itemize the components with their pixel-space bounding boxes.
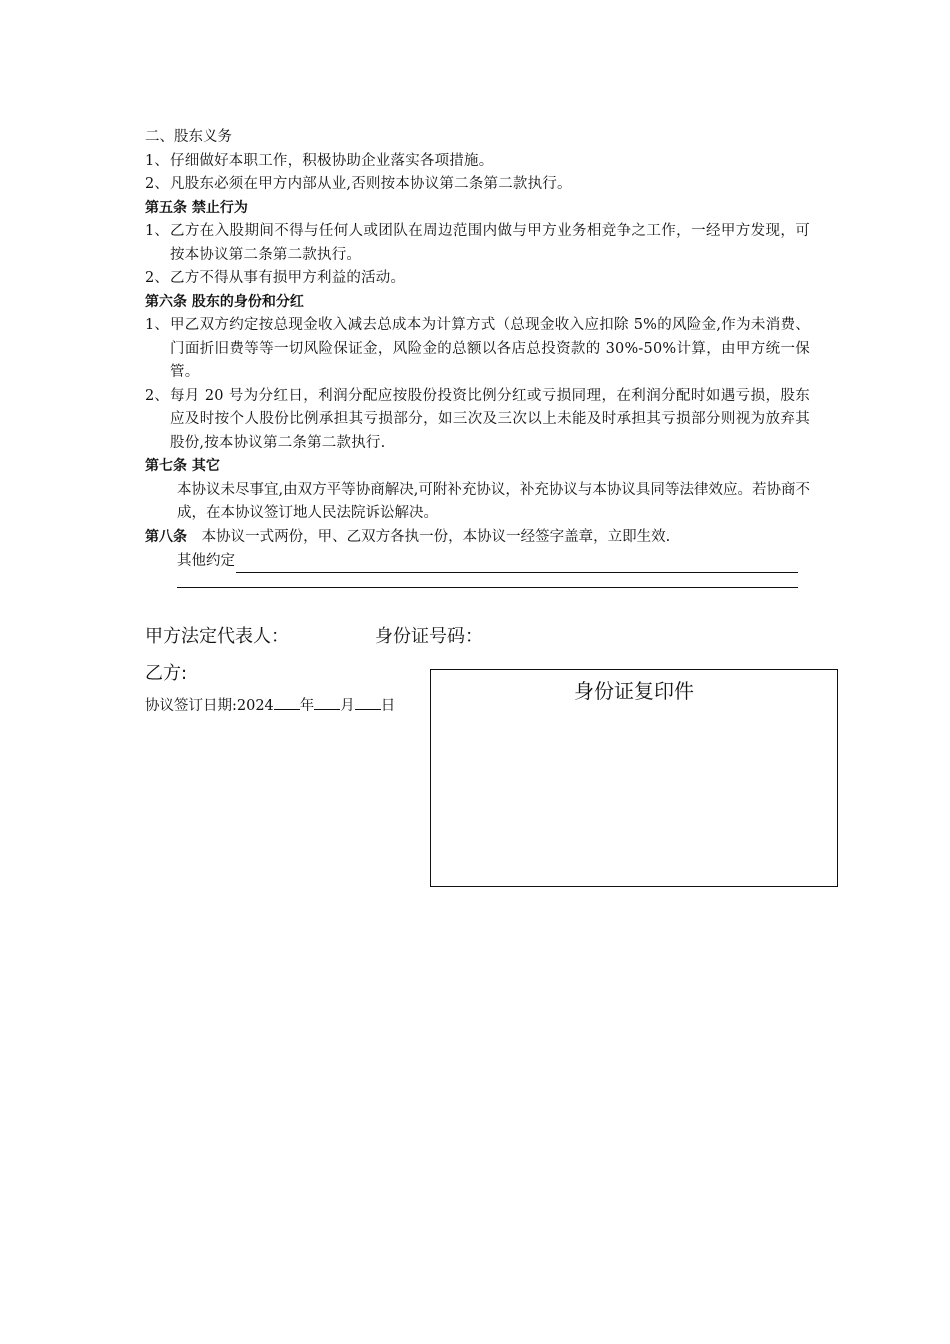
article8-text: 本协议一式两份，甲、乙双方各执一份，本协议一经签字盖章，立即生效. (201, 528, 671, 545)
item-number: 1、 (145, 317, 170, 333)
item-text: 乙方不得从事有损甲方利益的活动。 (170, 270, 406, 286)
section-two-item-2 (145, 173, 810, 197)
article8-heading: 第八条 (145, 528, 187, 545)
item-text: 甲乙双方约定按总现金收入减去总成本为计算方式（总现金收入应扣除 5%的风险金,作为未消费、门面折旧费等等一切风险保证金，风险金的总额以各店总投资款的 30%-50%计算，由甲方统一保管。 (170, 317, 810, 380)
day-blank[interactable] (355, 696, 381, 710)
article6-item-2 (145, 385, 810, 456)
id-copy-box (430, 669, 838, 887)
year-blank[interactable] (274, 696, 300, 710)
item-text: 每月 20 号为分红日，利润分配应按股份投资比例分红或亏损同理，在利润分配时如遇亏损，股东应及时按个人股份比例承担其亏损部分，如三次及三次以上未能及时承担其亏损部分则视为放弃其股份,按本协议第二条第二款执行. (170, 387, 810, 451)
id-number-label: 身份证号码： (375, 626, 483, 647)
item-text: 凡股东必须在甲方内部从业,否则按本协议第二条第二款执行。 (170, 176, 572, 192)
agreement-body (145, 126, 810, 588)
id-copy-box-title: 身份证复印件 (574, 679, 694, 703)
party-b-label: 乙方: (145, 663, 188, 684)
item-text: 乙方在入股期间不得与任何人或团队在周边范围内做与甲方业务相竞争之工作，一经甲方发现，可按本协议第二条第二款执行。 (170, 223, 810, 263)
month-blank[interactable] (314, 696, 340, 710)
other-agreement-row (145, 549, 810, 573)
article5-item-2 (145, 267, 810, 291)
article5-item-1 (145, 220, 810, 267)
signing-date-prefix: 协议签订日期:2024 (145, 698, 274, 714)
year-label: 年 (299, 698, 315, 714)
item-number: 2、 (145, 176, 170, 192)
item-number: 2、 (145, 270, 170, 286)
section-two-title: 二、股东义务 (145, 129, 232, 145)
article7-text: 本协议未尽事宜,由双方平等协商解决,可附补充协议，补充协议与本协议具同等法律效应。若协商不成，在本协议签订地人民法院诉讼解决。 (177, 481, 810, 521)
month-label: 月 (340, 698, 355, 714)
other-agreement-fill-line[interactable] (236, 557, 798, 573)
item-number: 2、 (145, 387, 170, 404)
day-label: 日 (380, 698, 396, 714)
section-two-item-1 (145, 150, 810, 174)
party-a-representative-label: 甲方法定代表人： (145, 626, 289, 647)
other-agreement-fill-line-2[interactable] (177, 573, 798, 588)
article5-heading: 第五条 禁止行为 (145, 199, 248, 216)
item-number: 1、 (145, 152, 170, 169)
item-text: 仔细做好本职工作，积极协助企业落实各项措施。 (170, 152, 494, 169)
article6-item-1 (145, 314, 810, 385)
article6-heading: 第六条 股东的身份和分红 (145, 293, 304, 310)
item-number: 1、 (145, 223, 170, 239)
other-agreement-label: 其他约定 (177, 552, 235, 569)
article8-line (145, 526, 810, 550)
signing-date (145, 694, 395, 715)
article7-heading: 第七条 其它 (145, 458, 220, 474)
